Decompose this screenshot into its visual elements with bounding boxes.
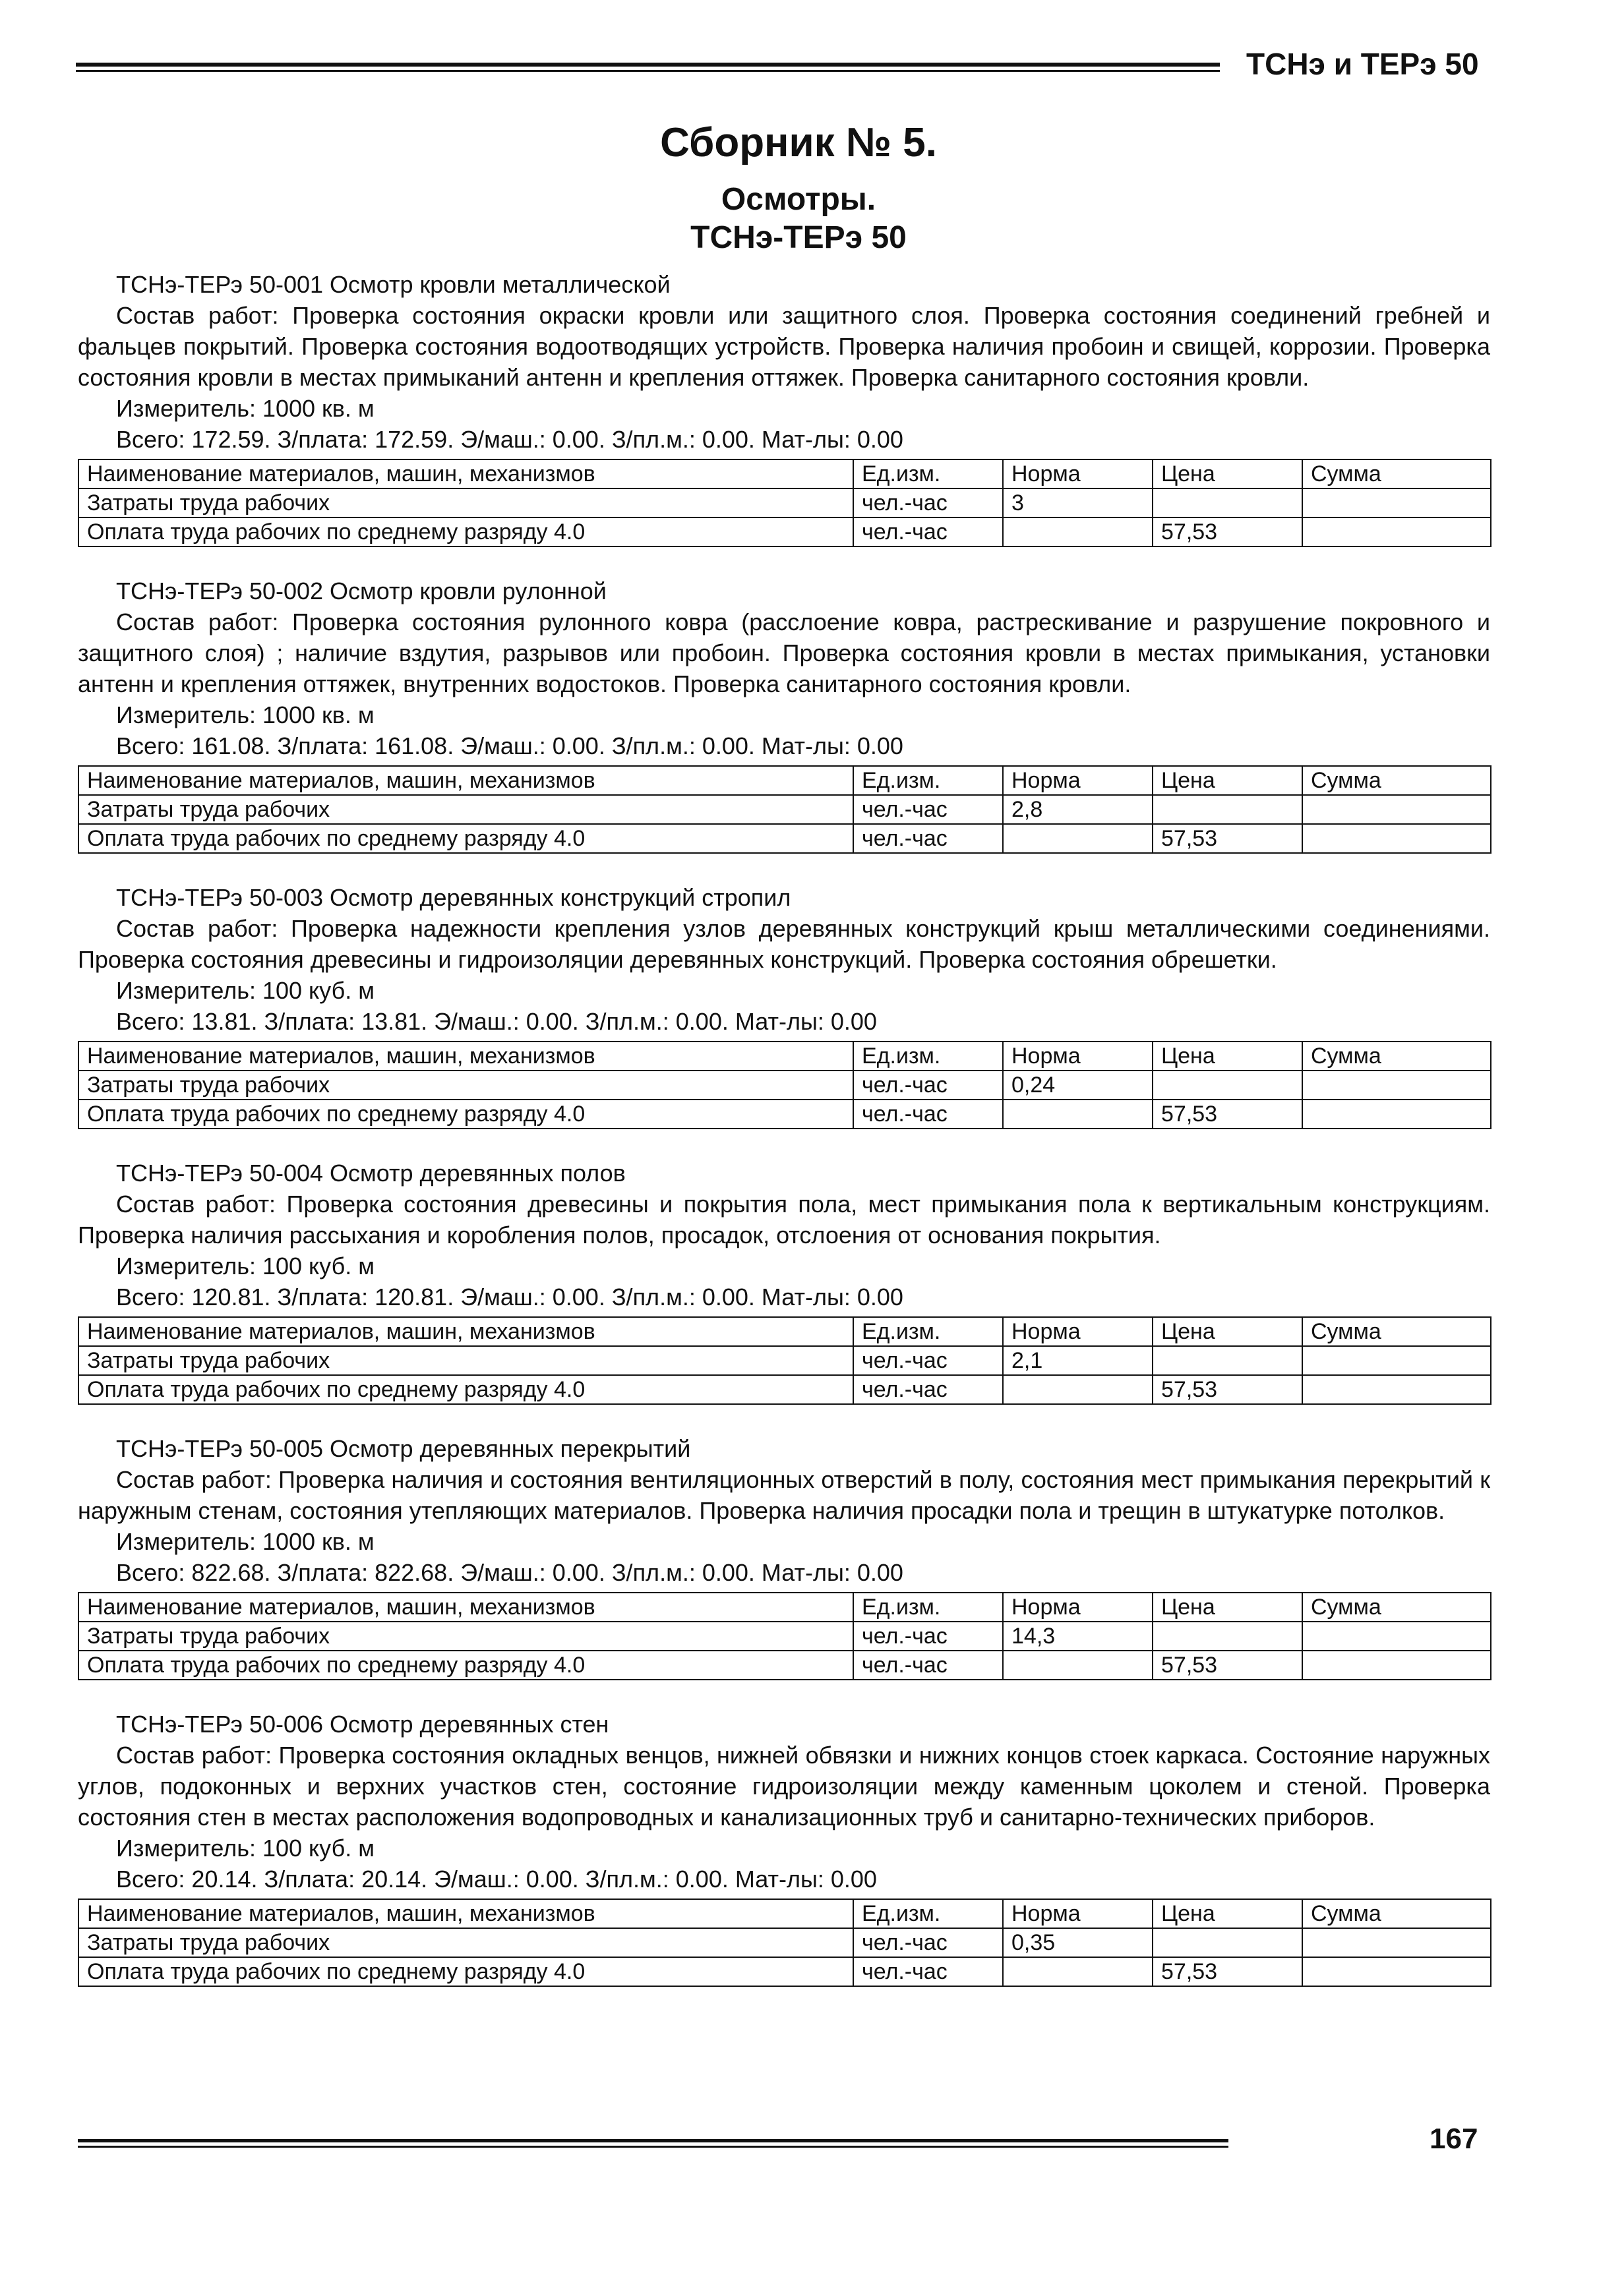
sections-container <box>78 269 1490 1987</box>
table-header-cell: Ед.изм. <box>853 1042 1003 1071</box>
table-header-cell: Ед.изм. <box>853 1593 1003 1622</box>
table-header-cell: Сумма <box>1302 1899 1491 1928</box>
table-header-cell: Сумма <box>1302 1593 1491 1622</box>
table-header-cell: Цена <box>1153 1317 1302 1346</box>
table-cell <box>1302 1100 1491 1129</box>
norm-section <box>78 1158 1490 1405</box>
table-cell <box>1003 1100 1153 1129</box>
table-row <box>78 1375 1491 1404</box>
table-header-row <box>78 1899 1491 1928</box>
norm-section <box>78 269 1490 547</box>
work-composition: Состав работ: Проверка состояния окладных венцов, нижней обвязки и нижних концов стоек каркаса. Состояние наружных углов, подоконных и верхних участков стен, состояние гидроизоляции между каменным цоколем и стеной. Проверка состояния стен в местах расположения водопроводных и канализационных труб и санитарно-технических приборов. <box>78 1742 1490 1831</box>
measurement-unit: Измеритель: 100 куб. м <box>116 977 375 1004</box>
section-heading: ТСНэ-ТЕРэ 50-004 Осмотр деревянных полов <box>116 1160 626 1187</box>
table-cell: чел.-час <box>853 1928 1003 1957</box>
norm-table <box>78 765 1492 854</box>
table-header-cell: Наименование материалов, машин, механизмов <box>78 459 853 488</box>
norm-table <box>78 1041 1492 1129</box>
section-heading: ТСНэ-ТЕРэ 50-002 Осмотр кровли рулонной <box>116 577 607 604</box>
table-row <box>78 1346 1491 1375</box>
table-header-cell: Ед.изм. <box>853 766 1003 795</box>
totals-line: Всего: 13.81. З/плата: 13.81. Э/маш.: 0.00. З/пл.м.: 0.00. Мат-лы: 0.00 <box>116 1008 877 1035</box>
table-header-cell: Цена <box>1153 1593 1302 1622</box>
table-cell: чел.-час <box>853 1346 1003 1375</box>
table-cell: Оплата труда рабочих по среднему разряду 4.0 <box>78 1375 853 1404</box>
table-cell <box>1003 517 1153 546</box>
table-header-cell: Наименование материалов, машин, механизмов <box>78 1042 853 1071</box>
page-number: 167 <box>1430 2123 1478 2155</box>
totals-line: Всего: 172.59. З/плата: 172.59. Э/маш.: 0.00. З/пл.м.: 0.00. Мат-лы: 0.00 <box>116 426 903 453</box>
title-block <box>0 117 1597 257</box>
measurement-unit: Измеритель: 1000 кв. м <box>116 1528 375 1555</box>
table-header-cell: Цена <box>1153 459 1302 488</box>
measurement-unit: Измеритель: 1000 кв. м <box>116 395 375 422</box>
norm-table <box>78 459 1492 547</box>
table-cell: чел.-час <box>853 824 1003 853</box>
table-row <box>78 1651 1491 1680</box>
table-row <box>78 1071 1491 1100</box>
table-cell <box>1302 1346 1491 1375</box>
table-row <box>78 824 1491 853</box>
table-cell: Затраты труда рабочих <box>78 1346 853 1375</box>
table-cell: 57,53 <box>1153 824 1302 853</box>
table-row <box>78 1100 1491 1129</box>
table-cell <box>1302 1375 1491 1404</box>
table-cell: чел.-час <box>853 1622 1003 1651</box>
table-cell: чел.-час <box>853 488 1003 517</box>
table-cell <box>1153 795 1302 824</box>
table-cell: 0,35 <box>1003 1928 1153 1957</box>
table-cell <box>1153 1346 1302 1375</box>
table-header-cell: Наименование материалов, машин, механизмов <box>78 1317 853 1346</box>
subject-title: Осмотры. <box>721 182 876 217</box>
table-header-cell: Ед.изм. <box>853 1899 1003 1928</box>
table-cell: 14,3 <box>1003 1622 1153 1651</box>
work-composition: Состав работ: Проверка состояния окраски кровли или защитного слоя. Проверка состояния соединений гребней и фальцев покрытий. Проверка состояния водоотводящих устройств. Проверка наличия пробоин и свищей, коррозии. Проверка состояния кровли в местах примыканий антенн и крепления оттяжек. Проверка санитарного состояния кровли. <box>78 302 1490 391</box>
table-cell: чел.-час <box>853 1071 1003 1100</box>
table-cell: Затраты труда рабочих <box>78 488 853 517</box>
table-cell <box>1153 488 1302 517</box>
totals-line: Всего: 120.81. З/плата: 120.81. Э/маш.: 0.00. З/пл.м.: 0.00. Мат-лы: 0.00 <box>116 1283 903 1310</box>
table-cell <box>1302 517 1491 546</box>
norm-section <box>78 882 1490 1129</box>
running-header: ТСНэ и ТЕРэ 50 <box>1246 47 1479 81</box>
table-cell: 2,1 <box>1003 1346 1153 1375</box>
table-cell <box>1153 1622 1302 1651</box>
table-cell: Оплата труда рабочих по среднему разряду 4.0 <box>78 1651 853 1680</box>
norm-section <box>78 1433 1490 1680</box>
table-cell: Оплата труда рабочих по среднему разряду 4.0 <box>78 1957 853 1986</box>
header-rule <box>76 63 1220 72</box>
table-header-cell: Цена <box>1153 1899 1302 1928</box>
table-cell: Оплата труда рабочих по среднему разряду 4.0 <box>78 517 853 546</box>
work-composition: Состав работ: Проверка состояния рулонного ковра (расслоение ковра, растрескивание и разрушение покровного и защитного слоя) ; наличие вздутия, разрывов или пробоин. Проверка состояния кровли в местах примыкания, установки антенн и крепления оттяжек, внутренних водостоков. Проверка санитарного состояния кровли. <box>78 608 1490 697</box>
table-header-cell: Сумма <box>1302 1317 1491 1346</box>
table-cell: 57,53 <box>1153 1100 1302 1129</box>
section-heading: ТСНэ-ТЕРэ 50-003 Осмотр деревянных конструкций стропил <box>116 884 791 911</box>
table-header-cell: Норма <box>1003 459 1153 488</box>
work-composition: Состав работ: Проверка наличия и состояния вентиляционных отверстий в полу, состояния мест примыкания перекрытий к наружным стенам, состояния утепляющих материалов. Проверка наличия просадки пола и трещин в штукатурке потолков. <box>78 1466 1490 1524</box>
table-cell: Затраты труда рабочих <box>78 1928 853 1957</box>
table-cell <box>1302 1651 1491 1680</box>
section-heading: ТСНэ-ТЕРэ 50-001 Осмотр кровли металлической <box>116 271 671 298</box>
section-heading: ТСНэ-ТЕРэ 50-005 Осмотр деревянных перекрытий <box>116 1435 691 1462</box>
table-cell: Оплата труда рабочих по среднему разряду 4.0 <box>78 824 853 853</box>
table-cell: чел.-час <box>853 1100 1003 1129</box>
table-header-row <box>78 459 1491 488</box>
table-cell: чел.-час <box>853 1957 1003 1986</box>
table-header-cell: Норма <box>1003 766 1153 795</box>
norm-section <box>78 575 1490 854</box>
table-cell <box>1153 1071 1302 1100</box>
table-cell: чел.-час <box>853 795 1003 824</box>
table-cell <box>1302 795 1491 824</box>
table-cell <box>1003 824 1153 853</box>
table-header-cell: Норма <box>1003 1042 1153 1071</box>
table-row <box>78 1622 1491 1651</box>
table-header-cell: Ед.изм. <box>853 1317 1003 1346</box>
table-cell: 57,53 <box>1153 1651 1302 1680</box>
table-header-cell: Наименование материалов, машин, механизмов <box>78 766 853 795</box>
norm-table <box>78 1592 1492 1680</box>
table-cell: 0,24 <box>1003 1071 1153 1100</box>
table-header-cell: Цена <box>1153 1042 1302 1071</box>
table-header-cell: Норма <box>1003 1317 1153 1346</box>
table-header-cell: Ед.изм. <box>853 459 1003 488</box>
table-header-cell: Норма <box>1003 1899 1153 1928</box>
measurement-unit: Измеритель: 1000 кв. м <box>116 701 375 728</box>
work-composition: Состав работ: Проверка состояния древесины и покрытия пола, мест примыкания пола к вертикальным конструкциям. Проверка наличия рассыхания и коробления полов, просадок, отслоения от основания покрытия. <box>78 1191 1490 1249</box>
table-header-cell: Цена <box>1153 766 1302 795</box>
table-cell: Затраты труда рабочих <box>78 1071 853 1100</box>
table-cell: чел.-час <box>853 517 1003 546</box>
table-cell: 57,53 <box>1153 517 1302 546</box>
table-cell <box>1003 1651 1153 1680</box>
code-title: ТСНэ-ТЕРэ 50 <box>690 220 907 255</box>
table-row <box>78 517 1491 546</box>
table-cell: чел.-час <box>853 1651 1003 1680</box>
table-header-cell: Сумма <box>1302 766 1491 795</box>
table-cell: Затраты труда рабочих <box>78 795 853 824</box>
table-row <box>78 488 1491 517</box>
measurement-unit: Измеритель: 100 куб. м <box>116 1835 375 1862</box>
table-cell: чел.-час <box>853 1375 1003 1404</box>
totals-line: Всего: 822.68. З/плата: 822.68. Э/маш.: 0.00. З/пл.м.: 0.00. Мат-лы: 0.00 <box>116 1559 903 1586</box>
table-cell <box>1302 1071 1491 1100</box>
norm-table <box>78 1899 1492 1987</box>
table-header-cell: Норма <box>1003 1593 1153 1622</box>
table-header-row <box>78 1042 1491 1071</box>
norm-table <box>78 1316 1492 1405</box>
table-header-row <box>78 1317 1491 1346</box>
table-cell <box>1302 824 1491 853</box>
table-header-cell: Сумма <box>1302 1042 1491 1071</box>
table-header-row <box>78 1593 1491 1622</box>
measurement-unit: Измеритель: 100 куб. м <box>116 1252 375 1280</box>
table-cell <box>1003 1375 1153 1404</box>
table-cell <box>1003 1957 1153 1986</box>
table-cell <box>1302 488 1491 517</box>
work-composition: Состав работ: Проверка надежности крепления узлов деревянных конструкций крыш металлическими соединениями. Проверка состояния древесины и гидроизоляции деревянных конструкций. Проверка состояния обрешетки. <box>78 915 1490 973</box>
section-heading: ТСНэ-ТЕРэ 50-006 Осмотр деревянных стен <box>116 1711 609 1738</box>
table-row <box>78 1928 1491 1957</box>
table-cell <box>1302 1622 1491 1651</box>
table-cell: Оплата труда рабочих по среднему разряду 4.0 <box>78 1100 853 1129</box>
table-cell <box>1302 1928 1491 1957</box>
table-header-cell: Наименование материалов, машин, механизмов <box>78 1593 853 1622</box>
totals-line: Всего: 20.14. З/плата: 20.14. Э/маш.: 0.00. З/пл.м.: 0.00. Мат-лы: 0.00 <box>116 1866 877 1893</box>
table-cell: Затраты труда рабочих <box>78 1622 853 1651</box>
table-row <box>78 795 1491 824</box>
footer-rule <box>78 2139 1228 2148</box>
table-cell: 57,53 <box>1153 1375 1302 1404</box>
norm-section <box>78 1709 1490 1987</box>
table-cell <box>1153 1928 1302 1957</box>
table-cell: 3 <box>1003 488 1153 517</box>
table-header-cell: Сумма <box>1302 459 1491 488</box>
table-header-row <box>78 766 1491 795</box>
table-cell: 57,53 <box>1153 1957 1302 1986</box>
collection-title: Сборник № 5. <box>660 120 937 165</box>
totals-line: Всего: 161.08. З/плата: 161.08. Э/маш.: 0.00. З/пл.м.: 0.00. Мат-лы: 0.00 <box>116 732 903 759</box>
table-row <box>78 1957 1491 1986</box>
table-cell <box>1302 1957 1491 1986</box>
table-cell: 2,8 <box>1003 795 1153 824</box>
table-header-cell: Наименование материалов, машин, механизмов <box>78 1899 853 1928</box>
